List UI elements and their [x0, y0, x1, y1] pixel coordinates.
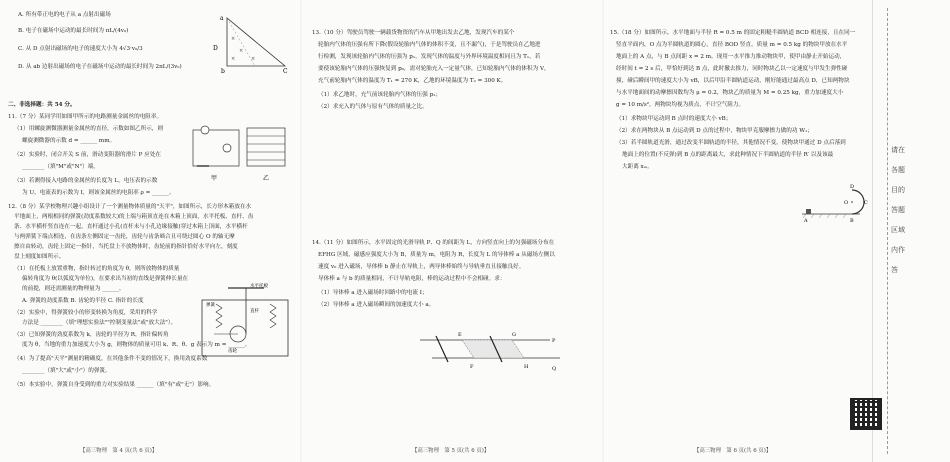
fig1-label-a: a [220, 15, 224, 22]
q15-stem-2: 竖直平面内，O 点为半圆轨道的圆心，直径 BOD 竖直。质量 m = 0.5 kg 的物块甲放在水平 [616, 42, 848, 48]
q14-part1: （1）导体棒 a 进入磁场时回路中的电流 I； [318, 290, 428, 296]
fig14-label-e: E [458, 332, 462, 338]
fig-label-yi: 乙 [263, 175, 270, 182]
q11-part1: （1）用螺旋测微器测量金属丝的直径，示数如图乙所示，则 [14, 126, 163, 132]
q12-part1-options: A. 弹簧的劲度系数 B. 齿轮的半径 C. 指针的长度 [22, 298, 144, 304]
q12-part4: （4）为了提高"天平"测量的精确度，在其他条件不变的情况下，换用劲度系数 [14, 356, 208, 362]
q12-stem-3: 条、水平横杆竖直连在一起，直杆通过小孔(直杆未与小孔边缘接触)穿过木箱上顶面，水平横杆 [14, 224, 248, 230]
fig15-label-c: C [864, 200, 868, 206]
q11-part3-blank: 为 U，电流表的示数为 I，则该金属丝的电阻率 ρ = ______。 [22, 190, 175, 196]
q12-part3-line2: 度为 θ，当地的重力加速度大小为 g，则物体的质量可用 k、R、θ、g 表示为 m = ______。 [22, 342, 251, 348]
q12-part1: （1）在托板上放置重物，指针转过的角度为 θ，则所放物体的质量 [14, 266, 180, 272]
fig15-label-d: D [850, 184, 855, 190]
option-a: A. 所有带正电的电子从 a 点射出磁场 [18, 12, 111, 18]
binding-margin [872, 0, 950, 462]
q11-part2-blank: ________（填"M"或"N"）端。 [22, 164, 99, 170]
exam-page-6 [604, 0, 872, 462]
q14-stem-3: 速度 v₀ 进入磁场，导体棒 b 静止在导轨上，两导体棒始终与导轨垂直且接触良好。 [318, 264, 525, 270]
fig1-label-c: C [283, 68, 288, 75]
fig14-label-q: Q [552, 366, 557, 372]
q12-stem-5: 擦自由转动，齿轮上固定一指针，当托盘上不放物体时，齿轮前的指针恰好水平向左，刻度 [14, 244, 238, 250]
q13-stem-3: 行检测，发现该轮胎内气体的压强为 p₁，发现气体的温度与外界环境温度相同且为 T₁，若 [318, 54, 541, 60]
exam-page-4 [0, 0, 300, 462]
q14-stem-2: EFHG 区域，磁感应强度大小为 B，质量为 m，电阻为 R，长度为 L 的导体棒 a 从磁场左侧以 [318, 252, 555, 258]
q13-stem-4: 要使该轮胎内气体的压强恢复到 p₀，需对轮胎充入一定量气体，已知轮胎内气体的体积为 V， [318, 66, 550, 72]
q15-stem-6: 与水平地面间的动摩擦因数均为 μ = 0.2，物块乙的质量为 M = 0.25 kg，重力加速度大小 [616, 90, 844, 96]
q11-part1-blank: 螺旋测微器的示数 d = ______ mm。 [22, 138, 116, 144]
q12-stem-2: 平地面上，两根相同的弹簧(劲度系数较大)的上端与箱顶直连在木箱上顶面，水平托板、直杆、齿 [14, 214, 254, 220]
svg-text:×: × [251, 56, 256, 62]
fig1-label-d: D [213, 45, 218, 52]
q12-part5: （5）本实验中，弹簧自身受到的重力对实验结果 ______（填"有"或"无"）影响。 [14, 382, 215, 388]
q11-part2: （2）实验时，闭合开关 S 前，滑动变阻器的滑片 P 应处在 [14, 152, 161, 158]
page-footer-5: 【高三物理 第 5 页(共 6 页)】 [412, 448, 490, 454]
q15-part3-1: （3）若半圆轨道光滑，通过改变半圆轨道的半径，其他情况不变，使物块甲通过 D 点后落到 [616, 140, 846, 146]
balance-apparatus-figure [198, 282, 293, 360]
svg-text:×: × [239, 48, 244, 54]
q15-part1: （1）求物块甲运动到 B 点时的速度大小 vB； [616, 116, 732, 122]
q12-part3: （3）已知弹簧的劲度系数为 k，齿轮的半径为 R，指针偏转角 [14, 332, 169, 338]
q15-stem-4: 经时间 t = 2 s 后，甲恰好到达 B 点，此时撤去推力，同时物块乙以一定速度与甲发生弹性碰 [616, 66, 848, 72]
option-c: C. 从 D 点射出磁场的电子的速度大小为 4√3·v₀/3 [18, 46, 143, 52]
q12-stem-6: 盘上刻度如图所示。 [14, 254, 65, 260]
q13-stem-2: 轮胎内气体的压强有所下降(假设轮胎内气体的体积不变，且不漏气)，于是驾驶员在乙地进 [318, 42, 541, 48]
fig15-label-o: O [844, 200, 849, 206]
page-footer-4: 【高三物理 第 4 页(共 6 页)】 [80, 448, 158, 454]
binding-dashed-line [887, 8, 888, 454]
q15-stem-5: 撞，碰后瞬间甲的速度大小为 vB，以后甲沿半圆轨道运动，刚好能通过最高点 D，已知两物块 [616, 78, 850, 84]
rails-magnetic-field-figure [412, 318, 562, 374]
q13-stem-5: 充气前轮胎内气体的温度为 T₁ = 270 K，乙地的环境温度为 T₂ = 300 K。 [318, 78, 507, 84]
fig12-label-rod: 直杆 [250, 309, 259, 314]
section-heading: 二、非选择题：共 54 分。 [8, 102, 76, 108]
semicircle-track-figure [800, 180, 872, 222]
answer-area-notice: 请在各题目的答题区域内作答 [891, 146, 905, 274]
fig14-label-p: P [552, 338, 556, 344]
q12-part4-line2: ________（填"大"或"小"）的弹簧。 [22, 368, 111, 374]
fig12-label-spring: 弹簧 [206, 303, 215, 308]
fig15-label-b: B [850, 218, 854, 222]
q15-stem-7: g = 10 m/s²，两物块均视为质点，不计空气阻力。 [616, 102, 745, 108]
q13-part1: （1）求乙地时，充气前该轮胎内气体的压强 p₂； [318, 92, 442, 98]
q11-stem: 11.（7 分）某同学用如图甲所示的电路测量金属丝的电阻率。 [8, 114, 163, 120]
q12-stem-4: 与两弹簧下端点相连，在齿条左侧固定一齿轮，齿轮与齿条啮合且可绕过圆心 O 的轴无摩 [14, 234, 235, 240]
fig12-label-top: 水平托板 [250, 284, 268, 289]
q12-part2-line2: 方法是 ________（填"理想实验法""控制变量法"或"放大法"）。 [22, 320, 177, 326]
option-d: D. 从 ab 边射出磁场的电子在磁场中运动的最长时间为 2πL/(3v₀) [18, 64, 182, 70]
q13-stem-1: 13.（10 分）驾驶员驾驶一辆载货物资的汽车从甲地出发去乙地，发现汽车的某个 [312, 30, 515, 36]
option-b: B. 电子在磁场中运动的最长时间为 πL/(4v₀) [18, 28, 129, 34]
q13-part2: （2）求充入的气体与原有气体的质量之比。 [318, 104, 428, 110]
fig-label-jia: 甲 [211, 175, 218, 182]
q15-stem-1: 15.（18 分）如图所示，水平地面与半径 R = 0.5 m 的固定粗糙半圆轨道 BCD 相连接，且在同一 [610, 30, 856, 36]
q15-stem-3: 地面上的 A 点，与 B 点间距 x = 2 m。现用一水平推力推动物块甲，使甲由静止开始运动， [616, 54, 846, 60]
fig15-label-a: A [804, 218, 808, 222]
q12-part1-line2: 偏转角度为 θ(以弧度为单位)，在要求出当初的直线是弹簧伸长量在 [22, 276, 189, 282]
magnetic-field-triangle-figure [205, 10, 290, 75]
q14-stem-4: 导体棒 a 与 b 的质量相同，不计导轨电阻，棒的运动过程中不会相碰。求： [318, 276, 506, 282]
fig1-label-b: b [221, 68, 225, 75]
circuit-diagram-figure [185, 122, 295, 184]
q15-part2: （2）求在两物块从 B 点运动到 D 点的过程中，物块甲克服摩擦力做的功 W₁； [616, 128, 813, 134]
exam-page-5 [302, 0, 602, 462]
fig14-label-f: F [470, 364, 474, 370]
fig12-label-gear: 齿轮 [228, 349, 237, 354]
fig14-label-h: H [524, 364, 529, 370]
q15-part3-2: 地面上的位置(不反弹)到 B 点的距离最大，求此种情况下半圆轨道的半径 R′ 以及该最 [622, 152, 834, 158]
fig14-label-g: G [512, 332, 516, 338]
svg-text:×: × [231, 36, 236, 42]
qr-code-icon [850, 398, 882, 430]
page-footer-6: 【高三物理 第 6 页(共 6 页)】 [694, 448, 772, 454]
q11-part3: （3）若测得接入电路的金属丝的长度为 L，电压表的示数 [14, 178, 158, 184]
q14-stem-1: 14.（11 分）如图所示，水平固定的光滑导轨 P、Q 的间距为 L，方向竖直向上的匀强磁场分布在 [312, 240, 555, 246]
q12-part1-line3: 的前提，则还需测量的物理量为 ______。 [22, 286, 125, 292]
q14-part2: （2）导体棒 a 进入磁场瞬间的加速度大小 a。 [318, 302, 435, 308]
q15-part3-3: 大距离 xₘ。 [622, 164, 653, 170]
svg-text:×: × [231, 56, 236, 62]
q12-stem-1: 12.（8 分）某学校物理兴趣小组设计了一个测量物体质量的"天平"，如图所示，长方形木箱放在水 [8, 204, 252, 210]
q12-part2: （2）实验中，得弹簧较小的形变转换为角度，采用的科学 [14, 310, 158, 316]
